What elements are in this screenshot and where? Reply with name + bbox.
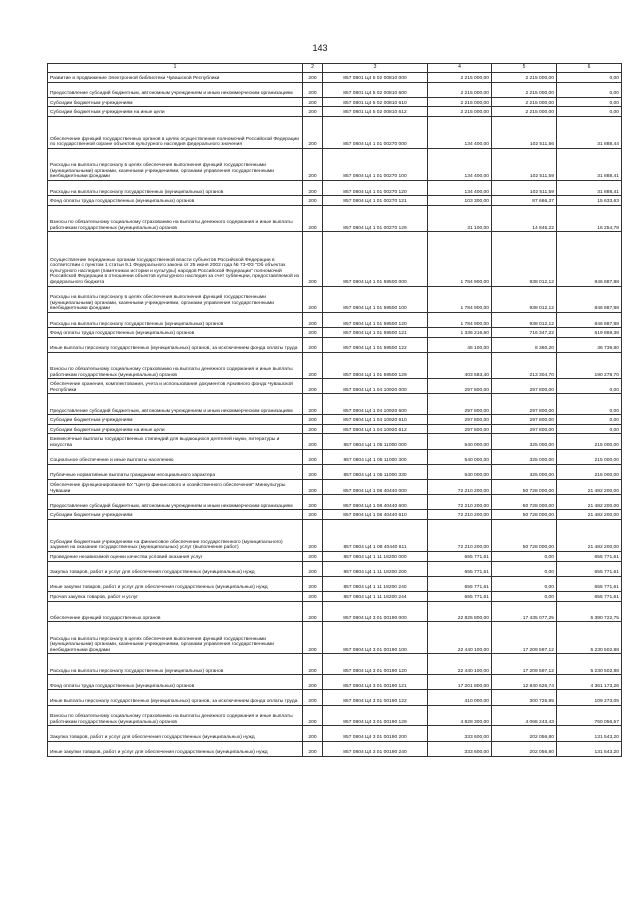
row-rest-cell: 0,00 [557, 379, 622, 394]
row-plan-cell: 134 400,00 [428, 148, 492, 180]
row-plan-cell: 2 215 000,00 [428, 107, 492, 117]
row-code-cell: 200 [303, 705, 323, 726]
row-code-cell: 200 [303, 286, 323, 312]
row-done-cell: 8 360,20 [492, 337, 557, 352]
row-kbk-cell: 857 0804 Ц4 1 01 00270 121 [323, 196, 428, 206]
table-row [48, 107, 622, 117]
table-row [48, 654, 622, 675]
row-rest-cell: 655 771,61 [557, 576, 622, 591]
row-done-cell: 102 511,59 [492, 148, 557, 180]
row-rest-cell: 846 887,88 [557, 286, 622, 312]
row-rest-cell: 21 482 200,00 [557, 510, 622, 520]
row-kbk-cell: 857 0804 Ц4 1 05 11000 300 [323, 449, 428, 464]
row-code-cell: 200 [303, 510, 323, 520]
row-done-cell: 325 000,00 [492, 434, 557, 449]
row-done-cell: 938 012,12 [492, 232, 557, 286]
table-row [48, 519, 622, 551]
row-name-cell: Взносы по обязательному социальному страхованию на выплаты денежного содержания и иные выплаты работникам государственных (муниципальных) органов [48, 205, 303, 231]
row-rest-cell: 655 771,61 [557, 551, 622, 561]
row-plan-cell: 333 600,00 [428, 726, 492, 741]
row-plan-cell: 540 000,00 [428, 434, 492, 449]
row-done-cell: 2 215 000,00 [492, 73, 557, 83]
row-done-cell: 202 056,80 [492, 741, 557, 756]
row-done-cell: 2 215 000,00 [492, 82, 557, 97]
table-row [48, 415, 622, 425]
row-done-cell: 17 209 597,12 [492, 622, 557, 654]
row-done-cell: 297 800,00 [492, 394, 557, 415]
table-row [48, 576, 622, 591]
row-name-cell: Расходы на выплаты персоналу в целях обеспечения выполнения функций государственными (муниципальными) органами, казенными учреждениями, органами управления государственными внебюджетными фондами [48, 286, 303, 312]
row-rest-cell: 5 230 502,88 [557, 622, 622, 654]
row-kbk-cell: 857 0804 Ц4 1 04 10920 600 [323, 394, 428, 415]
row-plan-cell: 655 771,61 [428, 591, 492, 601]
row-done-cell: 17 209 597,12 [492, 654, 557, 675]
row-kbk-cell: 857 0804 Ц4 1 01 59500 129 [323, 352, 428, 378]
row-name-cell: Иные закупки товаров, работ и услуг для обеспечения государственных (муниципальных) нужд [48, 741, 303, 756]
row-done-cell: 50 728 000,00 [492, 495, 557, 510]
row-done-cell: 938 012,12 [492, 286, 557, 312]
row-code-cell: 200 [303, 424, 323, 434]
row-code-cell: 200 [303, 328, 323, 338]
row-code-cell: 200 [303, 434, 323, 449]
row-name-cell: Публичные нормативные выплаты гражданам несоциального характера [48, 464, 303, 479]
table-header-row [48, 64, 622, 73]
row-name-cell: Субсидии бюджетным учреждениям [48, 415, 303, 425]
row-kbk-cell: 857 0804 Ц4 3 01 00190 122 [323, 690, 428, 705]
row-kbk-cell: 857 0804 Ц4 1 08 40440 000 [323, 480, 428, 495]
table-row [48, 232, 622, 286]
row-rest-cell: 619 869,38 [557, 328, 622, 338]
row-done-cell: 102 511,56 [492, 116, 557, 148]
row-kbk-cell: 857 0801 Ц4 5 02 00810 612 [323, 107, 428, 117]
row-name-cell: Расходы на выплаты персоналу в целях обеспечения выполнения функций государственными (муниципальными) органами, казенными учреждениями, органами управления государственными внебюджетными фондами [48, 148, 303, 180]
row-kbk-cell: 857 0804 Ц4 1 11 18200 240 [323, 576, 428, 591]
row-name-cell: Прочая закупка товаров, работ и услуг [48, 591, 303, 601]
row-code-cell: 200 [303, 337, 323, 352]
row-kbk-cell: 857 0804 Ц4 1 01 00270 000 [323, 116, 428, 148]
row-name-cell: Иные выплаты персоналу государственных (муниципальных) органов, за исключением фонда оплаты труда [48, 690, 303, 705]
table-row [48, 73, 622, 83]
row-code-cell: 200 [303, 180, 323, 195]
row-rest-cell: 215 000,00 [557, 449, 622, 464]
row-code-cell: 200 [303, 148, 323, 180]
row-kbk-cell: 857 0804 Ц4 1 04 10920 612 [323, 424, 428, 434]
budget-execution-table [47, 63, 622, 757]
table-row [48, 337, 622, 352]
row-plan-cell: 297 800,00 [428, 394, 492, 415]
row-name-cell: Субсидии бюджетным учреждениям [48, 510, 303, 520]
table-row [48, 690, 622, 705]
row-rest-cell: 0,00 [557, 73, 622, 83]
row-rest-cell: 0,00 [557, 424, 622, 434]
row-rest-cell: 5 390 722,75 [557, 601, 622, 622]
row-plan-cell: 72 210 200,00 [428, 495, 492, 510]
table-row [48, 424, 622, 434]
table-row [48, 82, 622, 97]
row-kbk-cell: 857 0801 Ц4 5 02 00810 600 [323, 82, 428, 97]
row-plan-cell: 297 800,00 [428, 424, 492, 434]
row-kbk-cell: 857 0804 Ц4 3 01 00190 129 [323, 705, 428, 726]
header-col-5: 5 [492, 64, 557, 73]
row-name-cell: Субсидии бюджетным учреждениям на иные цели [48, 424, 303, 434]
row-rest-cell: 0,00 [557, 97, 622, 107]
row-kbk-cell: 857 0801 Ц4 5 02 00810 610 [323, 97, 428, 107]
row-done-cell: 2 215 000,00 [492, 97, 557, 107]
row-done-cell: 0,00 [492, 551, 557, 561]
table-row [48, 601, 622, 622]
row-kbk-cell: 857 0804 Ц4 1 04 10920 000 [323, 379, 428, 394]
table-row [48, 449, 622, 464]
row-name-cell: Фонд оплаты труда государственных (муниципальных) органов [48, 328, 303, 338]
row-code-cell: 200 [303, 675, 323, 690]
row-kbk-cell: 857 0804 Ц4 1 04 10920 610 [323, 415, 428, 425]
row-plan-cell: 4 828 300,00 [428, 705, 492, 726]
row-kbk-cell: 857 0804 Ц4 1 11 18200 000 [323, 551, 428, 561]
row-done-cell: 12 840 626,74 [492, 675, 557, 690]
row-rest-cell: 0,00 [557, 107, 622, 117]
row-rest-cell: 21 482 200,00 [557, 480, 622, 495]
row-plan-cell: 333 600,00 [428, 741, 492, 756]
table-row [48, 464, 622, 479]
row-rest-cell: 31 888,44 [557, 116, 622, 148]
row-code-cell: 200 [303, 312, 323, 327]
row-name-cell: Закупка товаров, работ и услуг для обеспечения государственных (муниципальных) нужд [48, 561, 303, 576]
row-plan-cell: 134 400,00 [428, 116, 492, 148]
table-row [48, 480, 622, 495]
row-done-cell: 2 215 000,00 [492, 107, 557, 117]
row-kbk-cell: 857 0804 Ц4 1 11 18200 244 [323, 591, 428, 601]
row-code-cell: 200 [303, 205, 323, 231]
row-kbk-cell: 857 0804 Ц4 3 01 00190 100 [323, 622, 428, 654]
row-name-cell: Фонд оплаты труда государственных (муниципальных) органов [48, 196, 303, 206]
table-row [48, 312, 622, 327]
row-code-cell: 200 [303, 82, 323, 97]
row-name-cell: Социальное обеспечение и иные выплаты населению [48, 449, 303, 464]
row-kbk-cell: 857 0804 Ц4 1 08 40440 611 [323, 519, 428, 551]
row-code-cell: 200 [303, 654, 323, 675]
row-rest-cell: 760 056,57 [557, 705, 622, 726]
row-plan-cell: 410 000,00 [428, 690, 492, 705]
row-code-cell: 200 [303, 519, 323, 551]
row-plan-cell: 1 784 900,00 [428, 312, 492, 327]
row-name-cell: Субсидии бюджетным учреждениям на финансовое обеспечение государственного (муниципального) задания на оказание государственных (муниципальных) услуг (выполнение работ) [48, 519, 303, 551]
row-name-cell: Субсидии бюджетным учреждениям на иные цели [48, 107, 303, 117]
row-kbk-cell: 857 0804 Ц4 3 01 00190 120 [323, 654, 428, 675]
row-plan-cell: 403 583,40 [428, 352, 492, 378]
row-rest-cell: 31 888,41 [557, 180, 622, 195]
row-name-cell: Закупка товаров, работ и услуг для обеспечения государственных (муниципальных) нужд [48, 726, 303, 741]
row-kbk-cell: 857 0804 Ц4 1 01 00270 129 [323, 205, 428, 231]
table-row [48, 394, 622, 415]
row-done-cell: 50 728 000,00 [492, 510, 557, 520]
row-kbk-cell: 857 0804 Ц4 1 01 59500 122 [323, 337, 428, 352]
row-code-cell: 200 [303, 741, 323, 756]
table-row [48, 622, 622, 654]
table-row [48, 561, 622, 576]
row-plan-cell: 655 771,61 [428, 551, 492, 561]
row-code-cell: 200 [303, 415, 323, 425]
row-plan-cell: 655 771,61 [428, 561, 492, 576]
row-plan-cell: 2 215 000,00 [428, 82, 492, 97]
row-plan-cell: 45 100,00 [428, 337, 492, 352]
row-rest-cell: 15 633,63 [557, 196, 622, 206]
row-code-cell: 200 [303, 107, 323, 117]
row-code-cell: 200 [303, 116, 323, 148]
row-plan-cell: 134 400,00 [428, 180, 492, 195]
table-row [48, 328, 622, 338]
row-done-cell: 87 666,37 [492, 196, 557, 206]
row-rest-cell: 215 000,00 [557, 434, 622, 449]
row-rest-cell: 0,00 [557, 394, 622, 415]
row-code-cell: 200 [303, 196, 323, 206]
row-kbk-cell: 857 0804 Ц4 1 01 59500 000 [323, 232, 428, 286]
row-name-cell: Иные закупки товаров, работ и услуг для обеспечения государственных (муниципальных) нужд [48, 576, 303, 591]
row-code-cell: 200 [303, 449, 323, 464]
table-row [48, 510, 622, 520]
table-row [48, 116, 622, 148]
table-row [48, 675, 622, 690]
row-done-cell: 297 800,00 [492, 415, 557, 425]
row-name-cell: Развитие и продвижение Электронной библиотеки Чувашской Республики [48, 73, 303, 83]
row-rest-cell: 190 278,70 [557, 352, 622, 378]
table-row [48, 196, 622, 206]
row-name-cell: Предоставление субсидий бюджетным, автономным учреждениям и иным некоммерческим организациям [48, 495, 303, 510]
row-kbk-cell: 857 0804 Ц4 3 01 00190 000 [323, 601, 428, 622]
row-plan-cell: 540 000,00 [428, 449, 492, 464]
row-plan-cell: 17 201 800,00 [428, 675, 492, 690]
table-row [48, 379, 622, 394]
row-code-cell: 200 [303, 97, 323, 107]
row-rest-cell: 36 739,80 [557, 337, 622, 352]
row-rest-cell: 4 361 173,26 [557, 675, 622, 690]
row-code-cell: 200 [303, 73, 323, 83]
row-kbk-cell: 857 0804 Ц4 1 11 18200 200 [323, 561, 428, 576]
row-done-cell: 297 800,00 [492, 379, 557, 394]
row-code-cell: 200 [303, 232, 323, 286]
row-code-cell: 200 [303, 394, 323, 415]
row-kbk-cell: 857 0804 Ц4 1 05 11000 330 [323, 464, 428, 479]
row-done-cell: 50 728 000,00 [492, 480, 557, 495]
row-code-cell: 200 [303, 352, 323, 378]
row-kbk-cell: 857 0804 Ц4 1 08 40440 610 [323, 510, 428, 520]
row-plan-cell: 31 100,00 [428, 205, 492, 231]
row-rest-cell: 21 482 200,00 [557, 519, 622, 551]
table-row [48, 352, 622, 378]
row-code-cell: 200 [303, 591, 323, 601]
row-done-cell: 938 012,12 [492, 312, 557, 327]
row-plan-cell: 1 784 900,00 [428, 286, 492, 312]
row-kbk-cell: 857 0804 Ц4 3 01 00190 200 [323, 726, 428, 741]
row-done-cell: 14 845,22 [492, 205, 557, 231]
table-row [48, 97, 622, 107]
row-done-cell: 300 726,95 [492, 690, 557, 705]
row-code-cell: 200 [303, 576, 323, 591]
row-done-cell: 0,00 [492, 561, 557, 576]
row-rest-cell: 846 887,88 [557, 312, 622, 327]
row-name-cell: Взносы по обязательному социальному страхованию на выплаты денежного содержания и иные выплаты работникам государственных (муниципальных) органов [48, 352, 303, 378]
row-name-cell: Обеспечение хранения, комплектования, учета и использования документов Архивного фонда Чувашской Республики [48, 379, 303, 394]
header-col-2: 2 [303, 64, 323, 73]
table-row [48, 705, 622, 726]
row-plan-cell: 72 210 200,00 [428, 480, 492, 495]
row-done-cell: 297 800,00 [492, 424, 557, 434]
row-plan-cell: 72 210 200,00 [428, 519, 492, 551]
row-code-cell: 200 [303, 379, 323, 394]
row-plan-cell: 297 800,00 [428, 415, 492, 425]
row-plan-cell: 297 800,00 [428, 379, 492, 394]
table-row [48, 148, 622, 180]
table-row [48, 551, 622, 561]
row-done-cell: 0,00 [492, 591, 557, 601]
table-row [48, 495, 622, 510]
header-col-1: 1 [48, 64, 303, 73]
row-plan-cell: 72 210 200,00 [428, 510, 492, 520]
row-kbk-cell: 857 0804 Ц4 1 01 59500 120 [323, 312, 428, 327]
row-plan-cell: 22 825 800,00 [428, 601, 492, 622]
row-done-cell: 202 056,80 [492, 726, 557, 741]
row-name-cell: Обеспечение функций государственных органов в целях осуществления полномочий Российской Федерации по государственной охране объектов культурного наследия федерального значения [48, 116, 303, 148]
row-name-cell: Ежемесячные выплаты государственных стипендий для выдающихся деятелей науки, литературы и искусства [48, 434, 303, 449]
table-row [48, 205, 622, 231]
row-plan-cell: 1 784 900,00 [428, 232, 492, 286]
row-done-cell: 325 000,00 [492, 464, 557, 479]
row-rest-cell: 5 230 502,88 [557, 654, 622, 675]
row-name-cell: Расходы на выплаты персоналу государственных (муниципальных) органов [48, 180, 303, 195]
row-plan-cell: 22 440 100,00 [428, 622, 492, 654]
row-done-cell: 50 728 000,00 [492, 519, 557, 551]
row-kbk-cell: 857 0804 Ц4 1 08 40440 600 [323, 495, 428, 510]
row-done-cell: 17 435 077,25 [492, 601, 557, 622]
row-kbk-cell: 857 0804 Ц4 3 01 00190 240 [323, 741, 428, 756]
row-kbk-cell: 857 0804 Ц4 1 01 00270 100 [323, 148, 428, 180]
row-rest-cell: 0,00 [557, 82, 622, 97]
row-name-cell: Фонд оплаты труда государственных (муниципальных) органов [48, 675, 303, 690]
row-code-cell: 200 [303, 726, 323, 741]
row-plan-cell: 2 215 000,00 [428, 97, 492, 107]
row-name-cell: Проведение независимой оценки качества условий оказания услуг [48, 551, 303, 561]
row-done-cell: 102 511,59 [492, 180, 557, 195]
row-name-cell: Расходы на выплаты персоналу государственных (муниципальных) органов [48, 312, 303, 327]
row-kbk-cell: 857 0804 Ц4 1 01 00270 120 [323, 180, 428, 195]
row-done-cell: 213 304,70 [492, 352, 557, 378]
row-rest-cell: 655 771,61 [557, 561, 622, 576]
row-plan-cell: 103 300,00 [428, 196, 492, 206]
row-rest-cell: 16 254,78 [557, 205, 622, 231]
row-name-cell: Расходы на выплаты персоналу государственных (муниципальных) органов [48, 654, 303, 675]
row-plan-cell: 2 215 000,00 [428, 73, 492, 83]
row-kbk-cell: 857 0804 Ц4 1 01 59500 121 [323, 328, 428, 338]
row-name-cell: Расходы на выплаты персоналу в целях обеспечения выполнения функций государственными (муниципальными) органами, казенными учреждениями, органами управления государственными внебюджетными фондами [48, 622, 303, 654]
row-rest-cell: 131 543,20 [557, 726, 622, 741]
row-name-cell: Предоставление субсидий бюджетным, автономным учреждениям и иным некоммерческим организациям [48, 82, 303, 97]
row-kbk-cell: 857 0804 Ц4 1 05 11000 000 [323, 434, 428, 449]
row-code-cell: 200 [303, 690, 323, 705]
row-code-cell: 200 [303, 601, 323, 622]
row-name-cell: Субсидии бюджетным учреждениям [48, 97, 303, 107]
row-name-cell: Обеспечение функций государственных органов [48, 601, 303, 622]
row-name-cell: Иные выплаты персоналу государственных (муниципальных) органов, за исключением фонда оплаты труда [48, 337, 303, 352]
row-rest-cell: 131 543,20 [557, 741, 622, 756]
header-col-6: 6 [557, 64, 622, 73]
table-row [48, 434, 622, 449]
row-rest-cell: 0,00 [557, 415, 622, 425]
row-name-cell: Предоставление субсидий бюджетным, автономным учреждениям и иным некоммерческим организациям [48, 394, 303, 415]
row-done-cell: 0,00 [492, 576, 557, 591]
row-rest-cell: 846 887,88 [557, 232, 622, 286]
page-number: 143 [312, 43, 328, 53]
table-row [48, 286, 622, 312]
row-name-cell: Обеспечение функционирования БУ "Центр финансового и хозяйственного обеспечения" Минкультуры Чувашии [48, 480, 303, 495]
table-row [48, 180, 622, 195]
row-rest-cell: 21 482 200,00 [557, 495, 622, 510]
row-rest-cell: 31 888,41 [557, 148, 622, 180]
row-plan-cell: 540 000,00 [428, 464, 492, 479]
row-rest-cell: 109 273,05 [557, 690, 622, 705]
header-col-4: 4 [428, 64, 492, 73]
row-code-cell: 200 [303, 551, 323, 561]
row-code-cell: 200 [303, 622, 323, 654]
row-done-cell: 4 068 243,43 [492, 705, 557, 726]
row-plan-cell: 655 771,61 [428, 576, 492, 591]
row-name-cell: Взносы по обязательному социальному страхованию на выплаты денежного содержания и иные выплаты работникам государственных (муниципальных) органов [48, 705, 303, 726]
row-code-cell: 200 [303, 561, 323, 576]
table-row [48, 591, 622, 601]
table-row [48, 726, 622, 741]
row-code-cell: 200 [303, 464, 323, 479]
row-plan-cell: 1 336 216,60 [428, 328, 492, 338]
row-rest-cell: 655 771,61 [557, 591, 622, 601]
row-plan-cell: 22 440 100,00 [428, 654, 492, 675]
row-done-cell: 716 347,22 [492, 328, 557, 338]
row-kbk-cell: 857 0804 Ц4 3 01 00190 121 [323, 675, 428, 690]
row-code-cell: 200 [303, 480, 323, 495]
row-done-cell: 325 000,00 [492, 449, 557, 464]
row-kbk-cell: 857 0801 Ц4 5 02 00810 000 [323, 73, 428, 83]
row-code-cell: 200 [303, 495, 323, 510]
row-rest-cell: 215 000,00 [557, 464, 622, 479]
row-name-cell: Осуществление переданных органам государственной власти субъектов Российской Федерации в соответствии с пунктом 1 статьи 9.1 Федерального закона от 25 июня 2002 года № 73-ФЗ "Об объектах культурного наследия (памятниках истории и культуры) народов Российской Федерации" полномочий Российской Федерации в отношении объектов культурного наследия за счет субвенции, предоставляемой из федерального бюджета [48, 232, 303, 286]
header-col-3: 3 [323, 64, 428, 73]
row-kbk-cell: 857 0804 Ц4 1 01 59500 100 [323, 286, 428, 312]
table-row [48, 741, 622, 756]
